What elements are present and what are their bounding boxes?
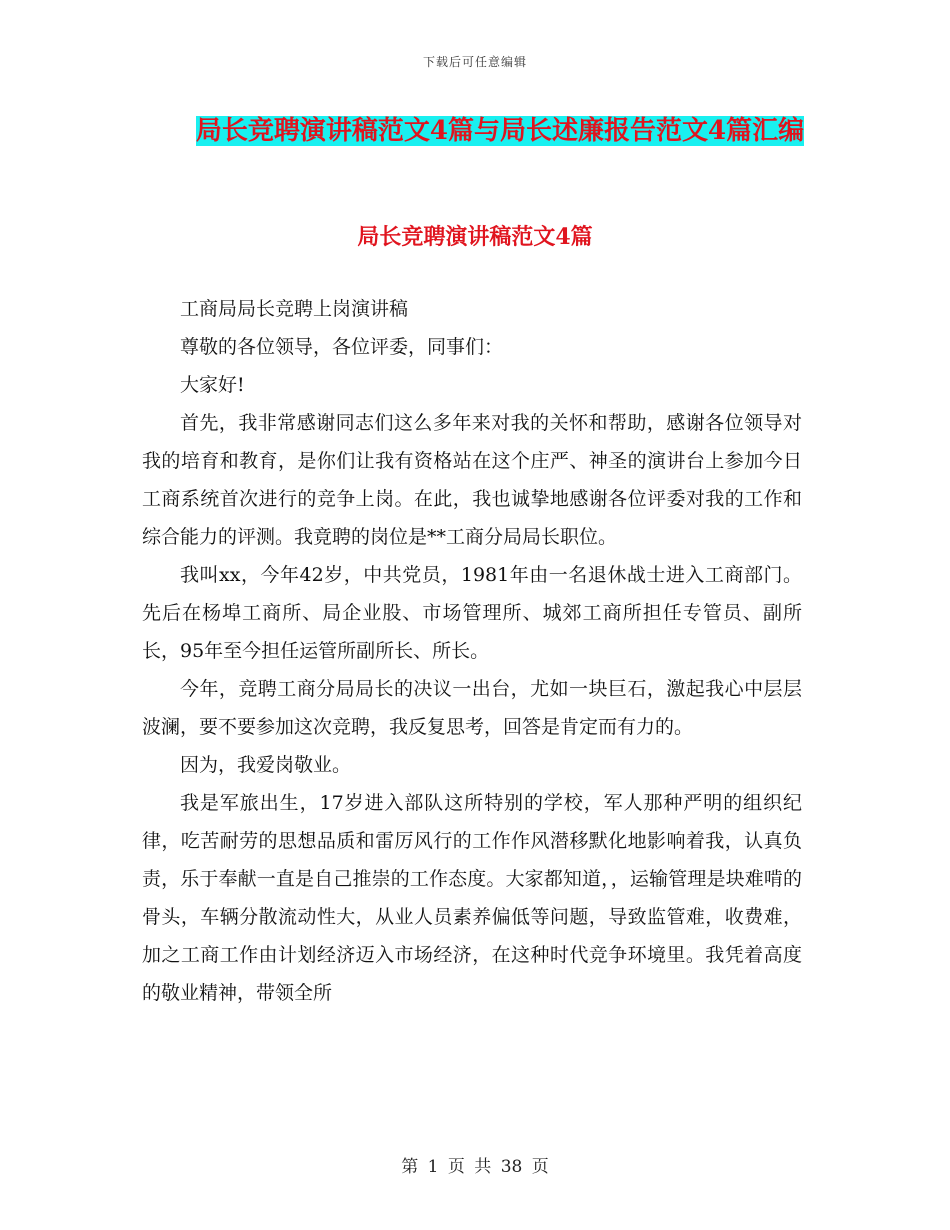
document-title	[190, 106, 810, 156]
paragraph-salutation: 尊敬的各位领导，各位评委，同事们：	[180, 336, 504, 358]
header-note: 下载后可任意编辑	[422, 55, 527, 69]
paragraph-reason: 因为，我爱岗敬业。	[180, 754, 352, 776]
page-footer: 第 1 页 共 38 页	[401, 1157, 549, 1177]
section-title: 局长竞聘演讲稿范文4篇	[357, 224, 593, 250]
paragraph-military-background: 我是军旅出生，17岁进入部队这所特别的学校，军人那种严明的组织纪律，吃苦耐劳的思想品质和雷厉风行的工作作风潜移默化地影响着我，认真负责，乐于奉献一直是自己推崇的工作态度。大家都知道，，运输管理是块难啃的骨头，车辆分散流动性大，从业人员素养偏低等问题，导致监管难，收费难，加之工商工作由计划经济迈入市场经济，在这种时代竞争环境里。我凭着高度的敬业精神，带领全所	[142, 792, 802, 1004]
document-body	[142, 290, 802, 1012]
paragraph-speech-title: 工商局局长竞聘上岗演讲稿	[180, 298, 409, 320]
title-text: 局长竞聘演讲稿范文4篇与局长述廉报告范文4篇汇编	[195, 116, 805, 146]
paragraph-thanks: 首先，我非常感谢同志们这么多年来对我的关怀和帮助，感谢各位领导对我的培育和教育，是你们让我有资格站在这个庄严、神圣的演讲台上参加今日工商系统首次进行的竞争上岗。在此，我也诚挚地感谢各位评委对我的工作和综合能力的评测。我竟聘的岗位是**工商分局局长职位。	[142, 412, 802, 548]
paragraph-self-intro: 我叫xx，今年42岁，中共党员，1981年由一名退休战士进入工商部门。先后在杨埠工商所、局企业股、市场管理所、城郊工商所担任专管员、副所长，95年至今担任运管所副所长、所长。	[142, 564, 802, 662]
paragraph-decision: 今年，竞聘工商分局局长的决议一出台，尤如一块巨石，激起我心中层层波澜，要不要参加这次竞聘，我反复思考，回答是肯定而有力的。	[142, 678, 802, 738]
paragraph-greeting: 大家好!	[180, 374, 245, 396]
